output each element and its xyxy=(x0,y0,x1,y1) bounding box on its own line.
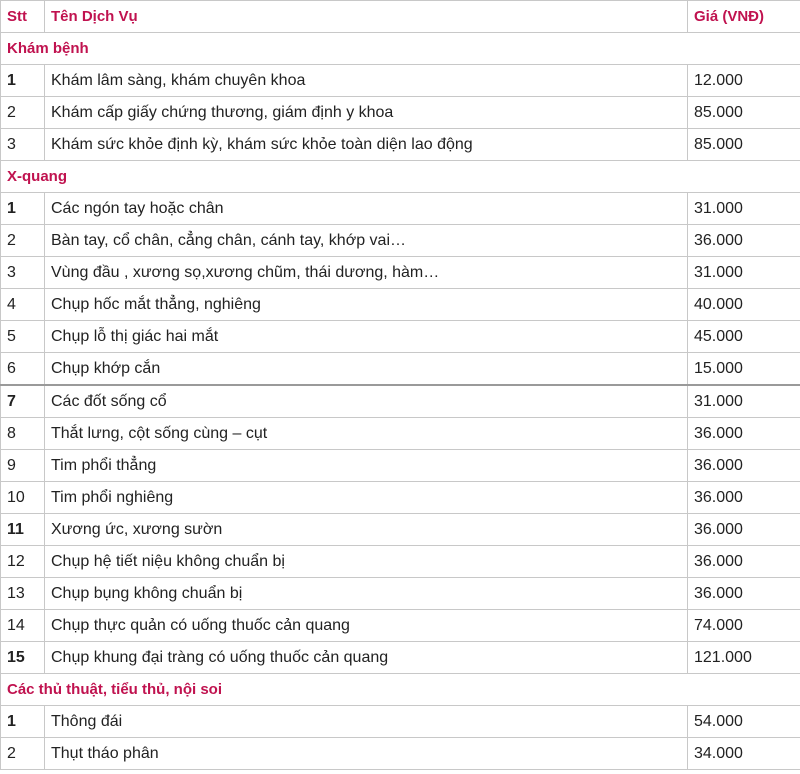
row-price: 85.000 xyxy=(688,129,800,161)
section-header xyxy=(1,161,800,193)
row-service-name: Thắt lưng, cột sống cùng – cụt xyxy=(45,418,688,450)
table-row xyxy=(1,129,800,161)
row-price: 45.000 xyxy=(688,321,800,353)
row-stt: 11 xyxy=(1,514,45,546)
row-service-name: Chụp hệ tiết niệu không chuẩn bị xyxy=(45,546,688,578)
row-stt: 4 xyxy=(1,289,45,321)
row-price: 36.000 xyxy=(688,450,800,482)
table-row xyxy=(1,385,800,418)
section-title: Các thủ thuật, tiểu thủ, nội soi xyxy=(1,674,800,706)
row-price: 31.000 xyxy=(688,257,800,289)
section-header xyxy=(1,674,800,706)
table-row xyxy=(1,353,800,386)
row-price: 34.000 xyxy=(688,738,800,770)
row-stt: 13 xyxy=(1,578,45,610)
row-stt: 10 xyxy=(1,482,45,514)
row-service-name: Chụp khớp cắn xyxy=(45,353,688,386)
table-row xyxy=(1,289,800,321)
row-service-name: Xương ức, xương sườn xyxy=(45,514,688,546)
row-price: 36.000 xyxy=(688,514,800,546)
table-body xyxy=(1,33,800,770)
table-row xyxy=(1,514,800,546)
row-stt: 12 xyxy=(1,546,45,578)
row-price: 15.000 xyxy=(688,353,800,386)
header-price: Giá (VNĐ) xyxy=(688,1,800,33)
row-price: 36.000 xyxy=(688,482,800,514)
row-stt: 2 xyxy=(1,225,45,257)
table-row xyxy=(1,97,800,129)
row-service-name: Khám sức khỏe định kỳ, khám sức khỏe toàn diện lao động xyxy=(45,129,688,161)
row-service-name: Các đốt sống cổ xyxy=(45,385,688,418)
table-row xyxy=(1,418,800,450)
row-stt: 2 xyxy=(1,738,45,770)
row-service-name: Chụp lỗ thị giác hai mắt xyxy=(45,321,688,353)
row-stt: 9 xyxy=(1,450,45,482)
row-price: 54.000 xyxy=(688,706,800,738)
section-title: Khám bệnh xyxy=(1,33,800,65)
row-service-name: Bàn tay, cổ chân, cẳng chân, cánh tay, khớp vai… xyxy=(45,225,688,257)
row-stt: 15 xyxy=(1,642,45,674)
table-row xyxy=(1,546,800,578)
row-price: 12.000 xyxy=(688,65,800,97)
row-service-name: Thụt tháo phân xyxy=(45,738,688,770)
table-row xyxy=(1,738,800,770)
row-price: 121.000 xyxy=(688,642,800,674)
row-service-name: Tim phổi nghiêng xyxy=(45,482,688,514)
table-row xyxy=(1,225,800,257)
row-service-name: Khám lâm sàng, khám chuyên khoa xyxy=(45,65,688,97)
row-stt: 14 xyxy=(1,610,45,642)
row-service-name: Khám cấp giấy chứng thương, giám định y khoa xyxy=(45,97,688,129)
table-row xyxy=(1,578,800,610)
table-row xyxy=(1,482,800,514)
header-stt: Stt xyxy=(1,1,45,33)
row-price: 36.000 xyxy=(688,225,800,257)
table-row xyxy=(1,193,800,225)
row-stt: 1 xyxy=(1,706,45,738)
row-price: 85.000 xyxy=(688,97,800,129)
row-stt: 2 xyxy=(1,97,45,129)
row-stt: 3 xyxy=(1,129,45,161)
row-price: 31.000 xyxy=(688,385,800,418)
table-row xyxy=(1,610,800,642)
section-title: X-quang xyxy=(1,161,800,193)
row-service-name: Tim phổi thẳng xyxy=(45,450,688,482)
table-row xyxy=(1,706,800,738)
row-stt: 3 xyxy=(1,257,45,289)
row-price: 40.000 xyxy=(688,289,800,321)
row-stt: 1 xyxy=(1,65,45,97)
table-row xyxy=(1,257,800,289)
row-service-name: Chụp thực quản có uống thuốc cản quang xyxy=(45,610,688,642)
row-service-name: Chụp bụng không chuẩn bị xyxy=(45,578,688,610)
row-stt: 8 xyxy=(1,418,45,450)
row-price: 31.000 xyxy=(688,193,800,225)
table-row xyxy=(1,321,800,353)
table-header xyxy=(1,1,800,33)
table-row xyxy=(1,642,800,674)
row-service-name: Chụp khung đại tràng có uống thuốc cản quang xyxy=(45,642,688,674)
row-price: 36.000 xyxy=(688,546,800,578)
row-service-name: Vùng đầu , xương sọ,xương chũm, thái dương, hàm… xyxy=(45,257,688,289)
row-stt: 7 xyxy=(1,385,45,418)
table-row xyxy=(1,450,800,482)
section-header xyxy=(1,33,800,65)
row-price: 36.000 xyxy=(688,418,800,450)
row-service-name: Thông đái xyxy=(45,706,688,738)
table-row xyxy=(1,65,800,97)
row-stt: 6 xyxy=(1,353,45,386)
row-service-name: Các ngón tay hoặc chân xyxy=(45,193,688,225)
row-price: 36.000 xyxy=(688,578,800,610)
header-service: Tên Dịch Vụ xyxy=(45,1,688,33)
row-stt: 5 xyxy=(1,321,45,353)
row-service-name: Chụp hốc mắt thẳng, nghiêng xyxy=(45,289,688,321)
row-stt: 1 xyxy=(1,193,45,225)
row-price: 74.000 xyxy=(688,610,800,642)
